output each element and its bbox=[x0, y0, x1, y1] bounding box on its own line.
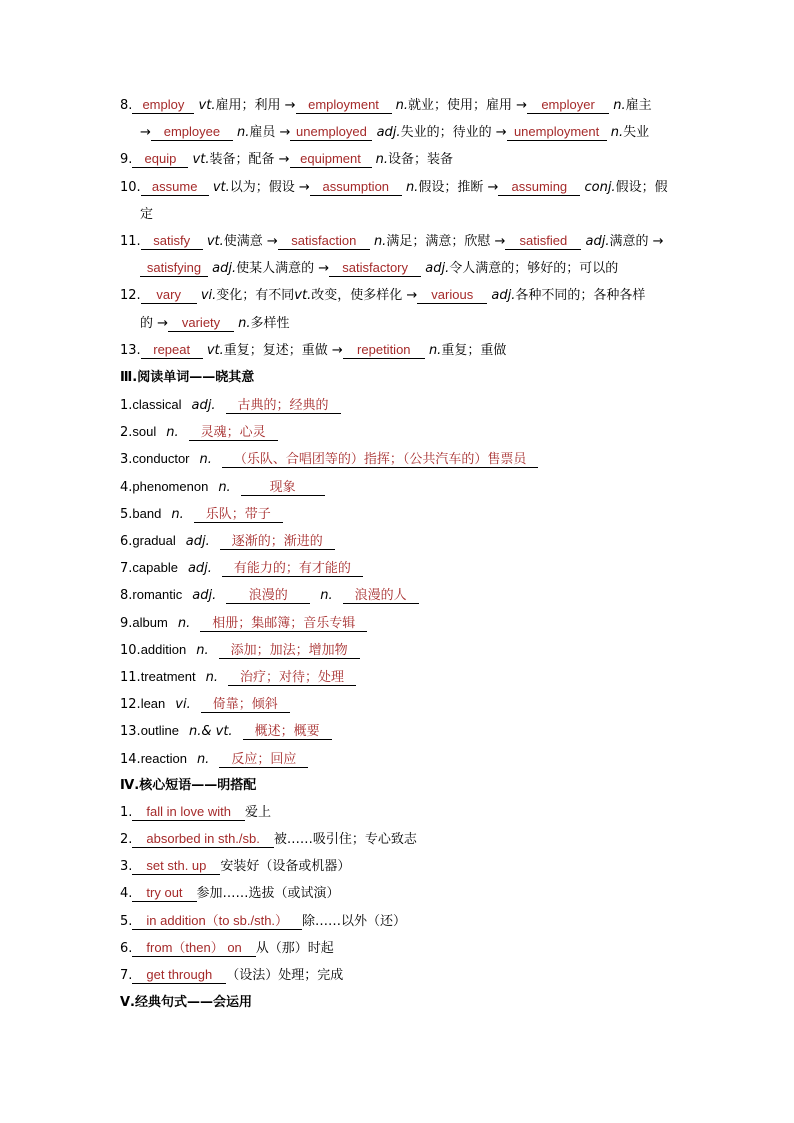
item-number: 13. bbox=[120, 342, 141, 358]
pos-label: n. bbox=[166, 425, 179, 441]
reading-word-item bbox=[120, 663, 680, 690]
answer-blank: 古典的；经典的 bbox=[226, 397, 341, 414]
vocab-word: gradual bbox=[132, 533, 176, 548]
wordform-item-12 bbox=[120, 282, 680, 309]
pos-label: adj. bbox=[491, 288, 516, 304]
pos-label: n. bbox=[196, 751, 210, 767]
answer-blank: 添加；加法；增加物 bbox=[219, 642, 360, 659]
pos-label: adj. bbox=[585, 233, 610, 249]
answer-blank: satisfaction bbox=[278, 233, 370, 250]
item-number: 8. bbox=[120, 588, 133, 604]
pos-label: n. bbox=[218, 479, 231, 495]
vocab-word: lean bbox=[140, 696, 166, 712]
pos-label: vt. bbox=[198, 98, 216, 113]
meaning-text: 各种不同的；各种各样 bbox=[515, 288, 646, 304]
pos-label: n. bbox=[405, 179, 419, 195]
meaning-text: 满足；满意；欣慰 → bbox=[386, 233, 506, 249]
item-number: 10. bbox=[120, 179, 141, 195]
answer-blank: try out bbox=[132, 885, 196, 902]
reading-word-item bbox=[120, 609, 680, 636]
answer-blank: variety bbox=[168, 315, 234, 332]
vocab-word: reaction bbox=[140, 750, 187, 766]
answer-blank: 现象 bbox=[241, 479, 325, 496]
answer-blank: employ bbox=[132, 97, 194, 114]
pos-label: adj. bbox=[376, 125, 401, 141]
answer-blank: satisfactory bbox=[329, 260, 421, 277]
answer-blank: 相册；集邮簿；音乐专辑 bbox=[200, 615, 367, 632]
pos-label: adj. bbox=[187, 561, 212, 577]
reading-word-item bbox=[120, 500, 680, 527]
answer-blank: repetition bbox=[343, 342, 425, 359]
meaning-text: 的 → bbox=[140, 315, 169, 331]
item-number: 2. bbox=[120, 832, 133, 848]
item-number: 3. bbox=[120, 859, 133, 875]
meaning-text: 雇用；利用 → bbox=[215, 98, 296, 113]
answer-blank: 概述；概要 bbox=[243, 723, 332, 740]
item-number: 7. bbox=[120, 561, 133, 577]
wordform-item-11 bbox=[120, 228, 680, 255]
pos-label: vt. bbox=[206, 233, 224, 249]
core-phrases-list bbox=[120, 799, 680, 989]
answer-blank: fall in love with bbox=[132, 804, 245, 821]
answer-blank: satisfying bbox=[140, 260, 208, 277]
item-number: 12. bbox=[120, 288, 141, 304]
meaning-text: 雇员 → bbox=[249, 125, 291, 141]
meaning-text: 就业；使用；雇用 → bbox=[408, 98, 528, 113]
core-phrase-item bbox=[120, 826, 680, 853]
pos-label: n. bbox=[205, 669, 218, 685]
pos-label: vt. bbox=[192, 152, 210, 168]
pos-label: n. bbox=[196, 642, 209, 658]
wordform-item-10 bbox=[120, 174, 680, 201]
pos-label: n. bbox=[375, 152, 389, 168]
pos-label: n. bbox=[171, 506, 184, 522]
answer-blank: 有能力的；有才能的 bbox=[222, 560, 363, 577]
answer-blank: set sth. up bbox=[132, 858, 220, 875]
pos-label: adj. bbox=[191, 398, 216, 414]
reading-word-item bbox=[120, 581, 680, 608]
answer-blank: 灵魂；心灵 bbox=[189, 424, 278, 441]
vocab-word: classical bbox=[132, 397, 182, 413]
vocab-word: addition bbox=[140, 641, 187, 657]
answer-blank: in addition（to sb./sth.） bbox=[132, 913, 302, 930]
answer-blank: assumption bbox=[310, 179, 402, 196]
pos-label: n. bbox=[373, 233, 387, 249]
meaning-text: 雇主 bbox=[625, 98, 652, 113]
pos-label: conj. bbox=[584, 179, 616, 195]
section-heading-classic-sentences: Ⅴ.经典句式——会运用 bbox=[120, 995, 252, 1011]
pos-label: n. bbox=[320, 588, 333, 604]
pos-label: n. bbox=[428, 342, 442, 358]
wordform-item-8-continued bbox=[120, 119, 680, 146]
pos-label: n. bbox=[238, 315, 251, 331]
reading-word-item bbox=[120, 636, 680, 663]
pos-label: n. bbox=[237, 125, 250, 141]
meaning-text: 装备；配备 → bbox=[209, 152, 290, 168]
meaning-text: 失业的；待业的 → bbox=[400, 125, 507, 141]
answer-blank: employee bbox=[151, 124, 233, 141]
pos-label: vi. bbox=[175, 697, 191, 713]
meaning-text: 使满意 → bbox=[223, 233, 278, 249]
meaning-text: 满意的 → bbox=[609, 233, 664, 249]
answer-blank: employment bbox=[296, 97, 392, 114]
item-number: 10. bbox=[120, 642, 141, 658]
meaning-text: 假设；假 bbox=[615, 179, 668, 195]
reading-words-list bbox=[120, 391, 680, 772]
phrase-meaning: 从（那）时起 bbox=[255, 940, 334, 956]
reading-word-item bbox=[120, 554, 680, 581]
wordform-item-13 bbox=[120, 337, 680, 364]
vocab-word: phenomenon bbox=[132, 478, 209, 494]
meaning-text: 以为；假设 → bbox=[229, 179, 310, 195]
item-number: 4. bbox=[120, 886, 133, 902]
item-number: 9. bbox=[120, 152, 133, 168]
item-number: 7. bbox=[120, 968, 133, 983]
pos-label: adj. bbox=[425, 261, 450, 277]
pos-label: adj. bbox=[185, 534, 210, 549]
meaning-text: 多样性 bbox=[250, 315, 290, 331]
arrow: → bbox=[140, 125, 151, 141]
reading-word-item bbox=[120, 527, 680, 554]
pos-label: n. bbox=[199, 452, 212, 468]
meaning-text: 设备；装备 bbox=[388, 152, 454, 168]
item-number: 14. bbox=[120, 751, 141, 767]
vocab-word: treatment bbox=[140, 668, 196, 684]
phrase-meaning: （设法）处理；完成 bbox=[226, 968, 344, 983]
pos-label: n. bbox=[177, 615, 191, 631]
answer-blank: 倚靠；倾斜 bbox=[201, 696, 290, 713]
item-number: 9. bbox=[120, 615, 133, 631]
reading-word-item bbox=[120, 473, 680, 500]
vocab-word: capable bbox=[132, 560, 178, 576]
item-number: 5. bbox=[120, 913, 133, 929]
core-phrase-item bbox=[120, 853, 680, 880]
meaning-text: 失业 bbox=[623, 125, 650, 141]
answer-blank: assuming bbox=[498, 179, 580, 196]
answer-blank: （乐队、合唱团等的）指挥；（公共汽车的）售票员 bbox=[222, 451, 539, 468]
wordform-item-12-continued bbox=[120, 310, 680, 337]
answer-blank: various bbox=[417, 287, 487, 304]
answer-blank: repeat bbox=[141, 342, 203, 359]
answer-blank: assume bbox=[141, 179, 209, 196]
item-number: 5. bbox=[120, 506, 133, 522]
meaning-text: 令人满意的；够好的；可以的 bbox=[449, 261, 619, 277]
wordform-item-10-continued bbox=[120, 201, 680, 228]
item-number: 2. bbox=[120, 425, 133, 441]
wordform-item-8 bbox=[120, 92, 680, 119]
answer-blank: from（then） on bbox=[132, 940, 255, 957]
meaning-text: 变化；有不同 bbox=[216, 288, 295, 304]
item-number: 3. bbox=[120, 452, 133, 468]
answer-blank: 乐队；带子 bbox=[194, 506, 283, 523]
meaning-text: 改变，使多样化 → bbox=[311, 288, 418, 304]
answer-blank: get through bbox=[132, 967, 226, 984]
answer-blank: employer bbox=[527, 97, 609, 114]
vocab-word: album bbox=[132, 614, 168, 630]
answer-blank: 反应；回应 bbox=[219, 751, 308, 768]
phrase-meaning: 爱上 bbox=[244, 804, 271, 820]
vocab-word: romantic bbox=[132, 587, 183, 603]
section-heading-reading-words: Ⅲ.阅读单词——晓其意 bbox=[120, 369, 255, 385]
core-phrase-item bbox=[120, 962, 680, 989]
worksheet-content bbox=[120, 92, 680, 1016]
pos-label: n. bbox=[395, 98, 409, 113]
answer-blank: vary bbox=[141, 287, 197, 304]
meaning-text: 重复；重做 bbox=[441, 342, 507, 358]
item-number: 6. bbox=[120, 940, 133, 956]
reading-word-item bbox=[120, 445, 680, 472]
answer-blank: equip bbox=[132, 151, 188, 168]
pos-label: adj. bbox=[212, 261, 237, 277]
reading-word-item bbox=[120, 717, 680, 744]
vocab-word: outline bbox=[140, 723, 179, 739]
meaning-text: 使某人满意的 → bbox=[236, 261, 330, 277]
vocab-word: conductor bbox=[132, 451, 190, 467]
answer-blank: 浪漫的人 bbox=[343, 587, 419, 604]
pos-label: vt. bbox=[294, 288, 312, 304]
item-number: 1. bbox=[120, 398, 133, 414]
section-heading-core-phrases: Ⅳ.核心短语——明搭配 bbox=[120, 777, 257, 793]
answer-blank: satisfied bbox=[505, 233, 581, 250]
wordform-item-9 bbox=[120, 146, 680, 173]
pos-label: n. bbox=[613, 98, 626, 113]
reading-word-item bbox=[120, 690, 680, 717]
core-phrase-item bbox=[120, 935, 680, 962]
reading-word-item bbox=[120, 391, 680, 418]
answer-blank: unemployed bbox=[290, 124, 372, 141]
phrase-meaning: 参加……选拔（或试演） bbox=[196, 886, 340, 902]
core-phrase-item bbox=[120, 880, 680, 907]
reading-word-item bbox=[120, 745, 680, 772]
meaning-text: 假设；推断 → bbox=[418, 179, 499, 195]
core-phrase-item bbox=[120, 799, 680, 826]
answer-blank: satisfy bbox=[141, 233, 203, 250]
answer-blank: 逐渐的；渐进的 bbox=[220, 533, 335, 550]
pos-label: vt. bbox=[206, 342, 224, 358]
answer-blank: equipment bbox=[290, 151, 372, 168]
phrase-meaning: 除……以外（还） bbox=[302, 913, 407, 929]
item-number: 13. bbox=[120, 724, 141, 740]
item-number: 11. bbox=[120, 233, 141, 249]
phrase-meaning: 安装好（设备或机器） bbox=[220, 859, 351, 875]
core-phrase-item bbox=[120, 908, 680, 935]
answer-blank: unemployment bbox=[507, 124, 607, 141]
pos-label: n. bbox=[610, 125, 624, 141]
pos-label: vi. bbox=[200, 288, 217, 304]
wordform-item-11-continued bbox=[120, 255, 680, 282]
item-number: 6. bbox=[120, 534, 133, 549]
meaning-text: 定 bbox=[140, 206, 154, 222]
answer-blank: 浪漫的 bbox=[226, 587, 310, 604]
item-number: 4. bbox=[120, 479, 133, 495]
item-number: 11. bbox=[120, 669, 141, 685]
answer-blank: 治疗；对待；处理 bbox=[228, 669, 356, 686]
item-number: 1. bbox=[120, 804, 133, 820]
reading-word-item bbox=[120, 418, 680, 445]
pos-label: n.& vt. bbox=[189, 724, 233, 740]
pos-label: adj. bbox=[192, 588, 217, 604]
item-number: 8. bbox=[120, 98, 133, 113]
phrase-meaning: 被……吸引住；专心致志 bbox=[273, 832, 417, 848]
item-number: 12. bbox=[120, 697, 141, 713]
meaning-text: 重复；复述；重做 → bbox=[223, 342, 343, 358]
answer-blank: absorbed in sth./sb. bbox=[132, 831, 273, 848]
pos-label: vt. bbox=[212, 179, 230, 195]
vocab-word: band bbox=[132, 505, 162, 521]
vocab-word: soul bbox=[132, 424, 157, 440]
